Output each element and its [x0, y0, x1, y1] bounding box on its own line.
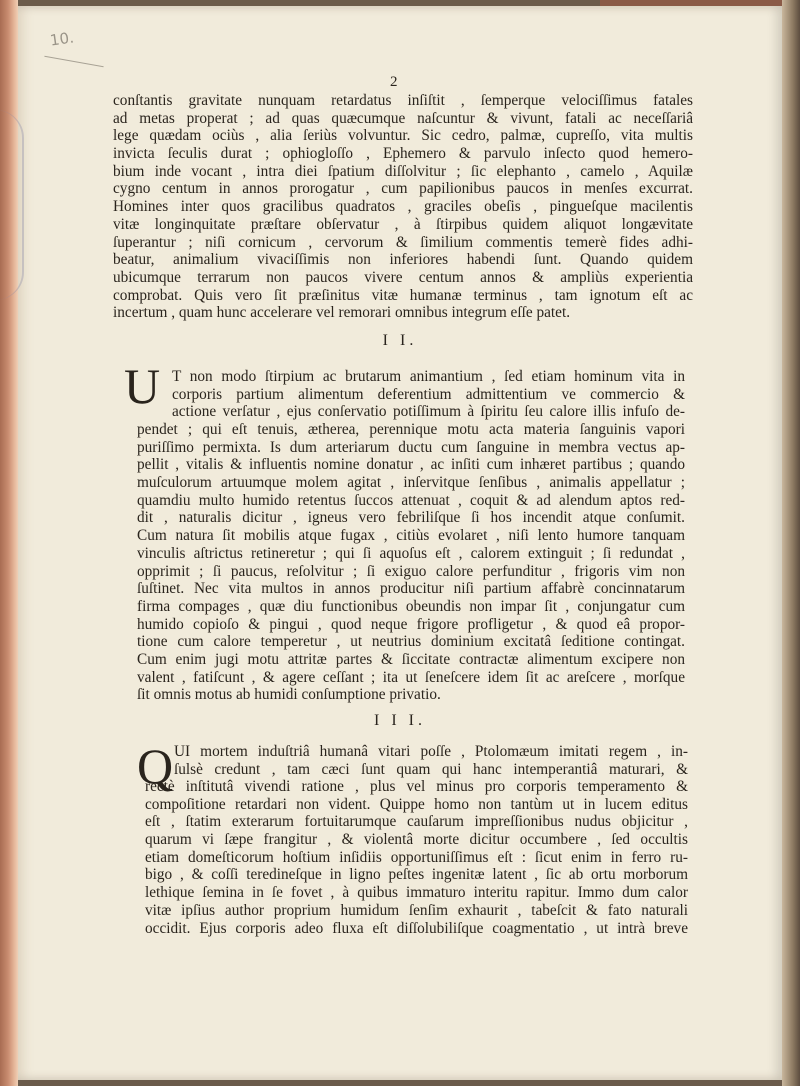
page-edge-shadow — [782, 0, 800, 1086]
text-line: bium inde vocant , intra diei ſpatium diſſolvitur ; ſic elephanto , camelo , Aquilæ — [113, 162, 693, 180]
text-line: Cum enim jugi motu attritæ partes & ſiccitate contractæ alimentum excipere non — [137, 650, 685, 668]
text-line: muſculorum artuumque molem agitat , inſervitque ſenſibus , animalis appellatur ; — [137, 474, 685, 492]
text-line: ſit omnis motus ab humidi conſumptione privatio. — [137, 686, 441, 704]
text-line: cygno centum in annos prorogatur , cum papilionibus paucos in menſes excurrat. — [113, 180, 693, 198]
text-line: corporis partium alimentum deferentium admittentium ve commercio & — [172, 385, 685, 403]
text-line: etiam domeſticorum hoſtium inſidiis opportuniſſimus eſt : ſicut enim in ferro ru- — [145, 848, 688, 866]
text-line: T non modo ſtirpium ac brutarum animantium , ſed etiam hominum vita in — [172, 368, 685, 385]
text-line: dit , naturalis dicitur , igneus vero febriliſque ſi hos incendit atque conſumit. — [137, 509, 685, 527]
text-line: vitæ ipſius author proprium humidum ſenſim exhaurit , tabeſcit & fato naturali — [145, 901, 688, 919]
section-heading-2: I I. — [382, 332, 418, 349]
paragraph-3 — [145, 778, 688, 937]
library-stamp — [0, 110, 24, 300]
text-line: bigo , & coſſi teredineſque in ligno peſtes ingenitæ latent , ſic ab ortu morborum — [145, 866, 688, 884]
text-line: Cum natura ſit mobilis atque fugax , citiùs evolaret , niſi lento humore tanquam — [137, 527, 685, 545]
text-line: lege quædam ociùs , alia ſeriùs volvuntur. Sic cedro, palmæ, cupreſſo, vita multis — [113, 127, 693, 145]
text-line: opprimit ; ſi paucus, reſolvitur ; ſi exiguo calore perfunditur , frigoris vim non — [137, 562, 685, 580]
text-line: puriſſimo permixta. Is dum arteriarum ductu cum ſanguine in membra vectus ap- — [137, 438, 685, 456]
text-line: humido copioſo & pingui , quod neque frigore profligetur , & quod eâ propor- — [137, 615, 685, 633]
text-line: quarum vi ſæpe frangitur , & violentâ morte dicitur occumbere , ſed occultis — [145, 831, 688, 849]
text-line: incertum , quam hunc accelerare vel remorari omnibus integrum eſſe patet. — [113, 304, 571, 322]
page-number: 2 — [390, 74, 398, 90]
text-line: valent , fatiſcunt , & agere ceſſant ; ita ut ſeneſcere idem ſit ac areſcere , morſque — [137, 668, 685, 686]
text-line: conſtantis gravitate nunquam retardatus inſiſtit , ſemperque velociſſimus fatales — [113, 92, 693, 109]
text-line: vitæ longinquitate præſtare obſervatur , à ſtirpibus quidem aliquot longævitate — [113, 215, 693, 233]
text-line: ſuſtinet. Nec vita multos in annos producitur niſi partium affabrè concinnatarum — [137, 580, 685, 598]
drop-cap-u: U — [124, 358, 161, 414]
paragraph-1 — [113, 92, 693, 322]
text-line: ſuperantur ; niſi cornicum , cervorum & ſimilium commentis temerè fides adhi- — [113, 233, 693, 251]
text-line: Homines inter quos gracilibus quadratos , graciles obeſis , pingueſque macilentis — [113, 198, 693, 216]
text-line: pendet ; qui eſt tenuis, ætherea, perennique motu acta materia ſanguinis vapori — [137, 421, 685, 438]
text-line: firma compages , quæ diu functionibus obeundis non impar ſit , conjungatur cum — [137, 597, 685, 615]
text-line: ad metas properat ; ad quas quæcumque naſcuntur & vivunt, fatali ac neceſſariâ — [113, 109, 693, 127]
text-line: eſt , ſtatim exterarum fortuitarumque cauſarum impreſſionibus nudus objicitur , — [145, 813, 688, 831]
pencil-note: 10. — [48, 28, 75, 50]
text-line: beatur, animalium vivaciſſimis non inferiores habendi ſunt. Quando quidem — [113, 251, 693, 269]
drop-cap-q: Q — [137, 738, 174, 794]
text-line: ſulsè credunt , tam cæci ſunt quam qui hanc intemperantiâ maturari, & — [174, 760, 688, 778]
text-line: ubicumque terrarum non paucos vivere centum annos & ampliùs experientia — [113, 268, 693, 286]
text-line: occidit. Ejus corporis adeo fluxa eſt diſſolubiliſque coagmentatio , ut intrà breve — [145, 919, 688, 937]
text-line: comprobat. Quis vero ſit præſinitus vitæ humanæ terminus , tam ignotum eſt ac — [113, 286, 693, 304]
paragraph-2 — [137, 421, 685, 704]
section-heading-3: I I I. — [374, 712, 426, 729]
text-line: quamdiu multo humido retentus ſuccos attenuat , coquit & ad alendum aptos red- — [137, 491, 685, 509]
text-line: compoſitione retardari non vident. Quippe homo non tantùm ut in lucem editus — [145, 795, 688, 813]
text-line: invicta ſeculis durat ; ophiogloſſo , Ephemero & parvulo inſecto quod hemero- — [113, 145, 693, 163]
text-line: pellit , vitalis & influentis nomine donatur , ac inſiti cum inhæret partibus ; quando — [137, 456, 685, 474]
text-line: vinculis aſtrictus retineretur ; qui ſi aquoſus eſt , calorem extinguit ; ſi redundat , — [137, 544, 685, 562]
text-line: rectè inſtitutâ vivendi ratione , plus vel minus pro corporis temperamento & — [145, 778, 688, 795]
text-line: lethique ſemina in ſe fovet , à quibus immaturo interitu rapitur. Immo dum calor — [145, 884, 688, 902]
paragraph-3-indented — [174, 743, 688, 778]
text-line: UI mortem induſtriâ humanâ vitari poſſe , Ptolomæum imitati regem , in- — [174, 743, 688, 760]
paragraph-2-indented — [172, 368, 685, 421]
text-line: actione verſatur , ejus conſervatio potiſſimum à ſpiritu ſeu calore illis infuſo de- — [172, 403, 685, 421]
text-line: tione cum calore temperetur , ut neutrius dominium excitatâ ſeditione contingat. — [137, 633, 685, 651]
